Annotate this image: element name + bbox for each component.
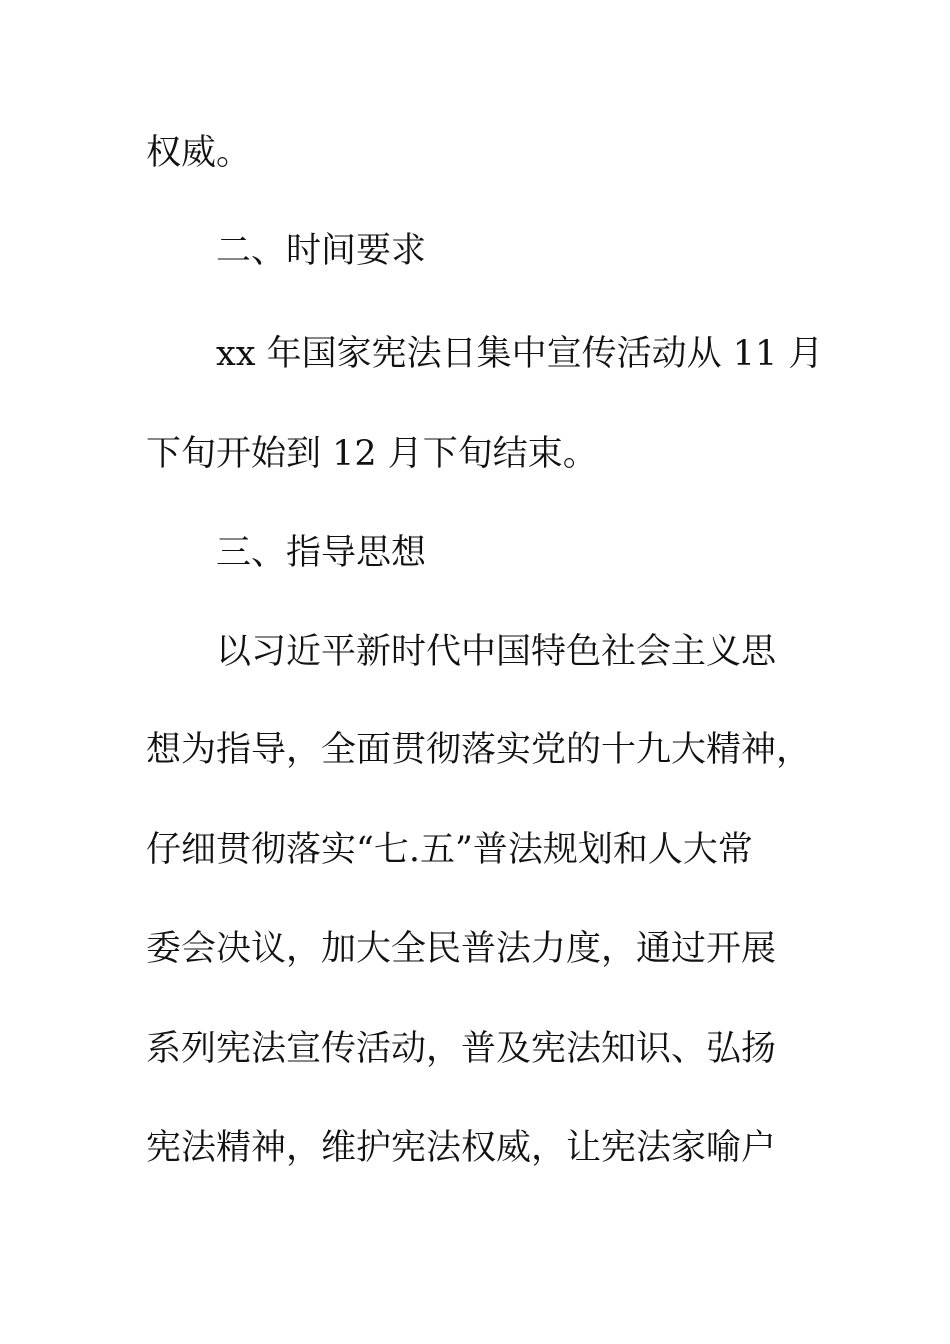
paragraph-line: 想为指导，全面贯彻落实党的十九大精神， xyxy=(146,730,812,770)
paragraph-line: 系列宪法宣传活动，普及宪法知识、弘扬 xyxy=(146,1029,777,1069)
paragraph-line: 委会决议，加大全民普法力度，通过开展 xyxy=(146,929,777,969)
section-heading-time-requirements: 二、时间要求 xyxy=(216,231,427,271)
paragraph-line: 仔细贯彻落实“七.五”普法规划和人大常 xyxy=(146,830,753,870)
paragraph-line: 权威。 xyxy=(146,133,252,173)
paragraph-line: xx 年国家宪法日集中宣传活动从 11 月 xyxy=(216,334,824,374)
paragraph-line: 以习近平新时代中国特色社会主义思 xyxy=(216,632,777,672)
section-heading-guiding-ideology: 三、指导思想 xyxy=(216,533,427,573)
paragraph-line: 下旬开始到 12 月下旬结束。 xyxy=(146,434,598,474)
paragraph-line: 宪法精神，维护宪法权威，让宪法家喻户 xyxy=(146,1128,777,1168)
